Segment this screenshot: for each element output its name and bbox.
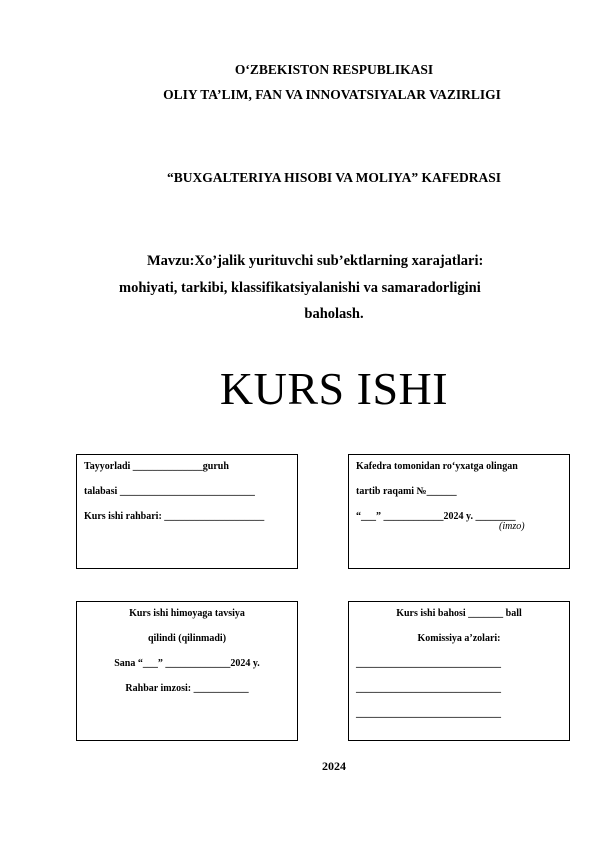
prepared-by-line: Tayyorladi ______________guruh — [84, 461, 229, 472]
commission-heading: Komissiya a’zolari: — [417, 633, 501, 644]
defense-recommendation-line: Kurs ishi himoyaga tavsiya — [129, 608, 245, 619]
commission-member-line-3: _____________________________ — [356, 708, 501, 719]
student-line: talabasi ___________________________ — [84, 486, 255, 497]
registration-date-line: “___” ____________2024 y. ________ — [356, 511, 516, 522]
topic-line-1: Mavzu:Xo’jalik yurituvchi sub’ektlarning xarajatlari: — [147, 253, 484, 269]
topic-line-2: mohiyati, tarkibi, klassifikatsiyalanishi va samaradorligini — [119, 280, 481, 296]
supervisor-line: Kurs ishi rahbari: ____________________ — [84, 511, 265, 522]
ministry-name-heading: OLIY TA’LIM, FAN VA INNOVATSIYALAR VAZIRLIGI — [163, 87, 501, 102]
department-heading: “BUXGALTERIYA HISOBI VA MOLIYA” KAFEDRASI — [166, 170, 502, 185]
registration-number-line: tartib raqami №______ — [356, 486, 457, 497]
registration-box — [348, 454, 570, 569]
registration-heading: Kafedra tomonidan ro‘yxatga olingan — [356, 461, 518, 472]
grade-line: Kurs ishi bahosi _______ ball — [396, 608, 522, 619]
defense-date-line: Sana “___” _____________2024 y. — [114, 658, 260, 669]
commission-member-line-1: _____________________________ — [356, 658, 501, 669]
supervisor-signature-line: Rahbar imzosi: ___________ — [125, 683, 249, 694]
ministry-country-heading: O‘ZBEKISTON RESPUBLIKASI — [234, 62, 434, 77]
commission-member-line-2: _____________________________ — [356, 683, 501, 694]
prepared-by-box — [76, 454, 298, 569]
defense-status-line: qilindi (qilinmadi) — [147, 633, 227, 644]
topic-line-3: baholash. — [304, 306, 364, 322]
grade-box — [348, 601, 570, 741]
document-title: KURS ISHI — [219, 363, 449, 414]
defense-box — [76, 601, 298, 741]
document-year: 2024 — [322, 759, 346, 773]
signature-note: (imzo) — [499, 521, 525, 532]
